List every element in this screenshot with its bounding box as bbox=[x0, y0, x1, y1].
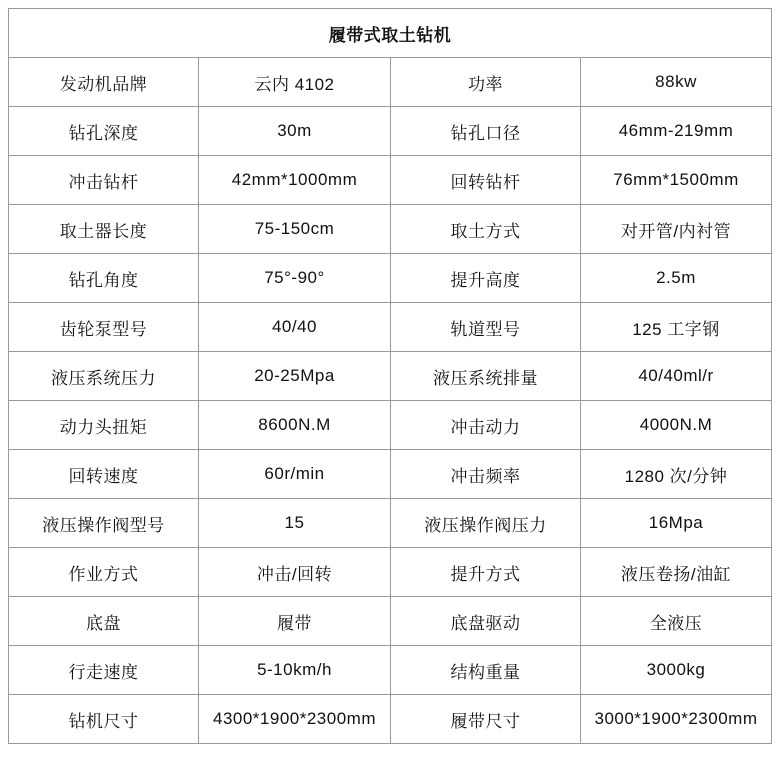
table-row bbox=[9, 499, 772, 548]
table-row bbox=[9, 548, 772, 597]
spec-label: 液压系统排量 bbox=[391, 352, 581, 401]
spec-label: 作业方式 bbox=[9, 548, 199, 597]
table-row bbox=[9, 450, 772, 499]
spec-label: 动力头扭矩 bbox=[9, 401, 199, 450]
spec-value: 40/40ml/r bbox=[581, 352, 772, 401]
spec-label: 钻孔口径 bbox=[391, 107, 581, 156]
spec-label: 底盘 bbox=[9, 597, 199, 646]
spec-label: 回转速度 bbox=[9, 450, 199, 499]
spec-value: 5-10km/h bbox=[199, 646, 391, 695]
table-row bbox=[9, 646, 772, 695]
spec-table-body bbox=[9, 9, 772, 744]
spec-label: 履带尺寸 bbox=[391, 695, 581, 744]
spec-value: 对开管/内衬管 bbox=[581, 205, 772, 254]
table-row bbox=[9, 205, 772, 254]
spec-label: 齿轮泵型号 bbox=[9, 303, 199, 352]
spec-value: 20-25Mpa bbox=[199, 352, 391, 401]
table-row bbox=[9, 254, 772, 303]
table-row bbox=[9, 401, 772, 450]
spec-label: 冲击钻杆 bbox=[9, 156, 199, 205]
table-row bbox=[9, 107, 772, 156]
spec-label: 提升方式 bbox=[391, 548, 581, 597]
spec-label: 功率 bbox=[391, 58, 581, 107]
spec-label: 提升高度 bbox=[391, 254, 581, 303]
spec-label: 取土方式 bbox=[391, 205, 581, 254]
spec-label: 回转钻杆 bbox=[391, 156, 581, 205]
spec-label: 轨道型号 bbox=[391, 303, 581, 352]
spec-value: 4000N.M bbox=[581, 401, 772, 450]
spec-label: 液压操作阀型号 bbox=[9, 499, 199, 548]
spec-label: 钻机尺寸 bbox=[9, 695, 199, 744]
spec-label: 冲击频率 bbox=[391, 450, 581, 499]
table-row bbox=[9, 597, 772, 646]
spec-label: 冲击动力 bbox=[391, 401, 581, 450]
spec-label: 取土器长度 bbox=[9, 205, 199, 254]
spec-value: 30m bbox=[199, 107, 391, 156]
spec-label: 液压系统压力 bbox=[9, 352, 199, 401]
spec-value: 16Mpa bbox=[581, 499, 772, 548]
table-row bbox=[9, 58, 772, 107]
spec-value: 75°-90° bbox=[199, 254, 391, 303]
spec-value: 3000kg bbox=[581, 646, 772, 695]
spec-value: 4300*1900*2300mm bbox=[199, 695, 391, 744]
spec-value: 履带 bbox=[199, 597, 391, 646]
spec-value: 75-150cm bbox=[199, 205, 391, 254]
spec-label: 行走速度 bbox=[9, 646, 199, 695]
spec-label: 液压操作阀压力 bbox=[391, 499, 581, 548]
table-row bbox=[9, 695, 772, 744]
spec-label: 结构重量 bbox=[391, 646, 581, 695]
spec-value: 8600N.M bbox=[199, 401, 391, 450]
table-row bbox=[9, 303, 772, 352]
spec-value: 全液压 bbox=[581, 597, 772, 646]
spec-value: 40/40 bbox=[199, 303, 391, 352]
spec-value: 76mm*1500mm bbox=[581, 156, 772, 205]
table-title-row bbox=[9, 9, 772, 58]
spec-value: 云内 4102 bbox=[199, 58, 391, 107]
specifications-table bbox=[8, 8, 772, 744]
spec-value: 2.5m bbox=[581, 254, 772, 303]
spec-value: 60r/min bbox=[199, 450, 391, 499]
spec-label: 钻孔角度 bbox=[9, 254, 199, 303]
spec-value: 冲击/回转 bbox=[199, 548, 391, 597]
page-title: 履带式取土钻机 bbox=[9, 9, 772, 58]
spec-value: 88kw bbox=[581, 58, 772, 107]
spec-value: 46mm-219mm bbox=[581, 107, 772, 156]
spec-value: 液压卷扬/油缸 bbox=[581, 548, 772, 597]
spec-label: 发动机品牌 bbox=[9, 58, 199, 107]
spec-label: 底盘驱动 bbox=[391, 597, 581, 646]
spec-label: 钻孔深度 bbox=[9, 107, 199, 156]
spec-value: 1280 次/分钟 bbox=[581, 450, 772, 499]
spec-value: 42mm*1000mm bbox=[199, 156, 391, 205]
table-row bbox=[9, 352, 772, 401]
spec-value: 15 bbox=[199, 499, 391, 548]
spec-value: 3000*1900*2300mm bbox=[581, 695, 772, 744]
spec-value: 125 工字钢 bbox=[581, 303, 772, 352]
table-row bbox=[9, 156, 772, 205]
